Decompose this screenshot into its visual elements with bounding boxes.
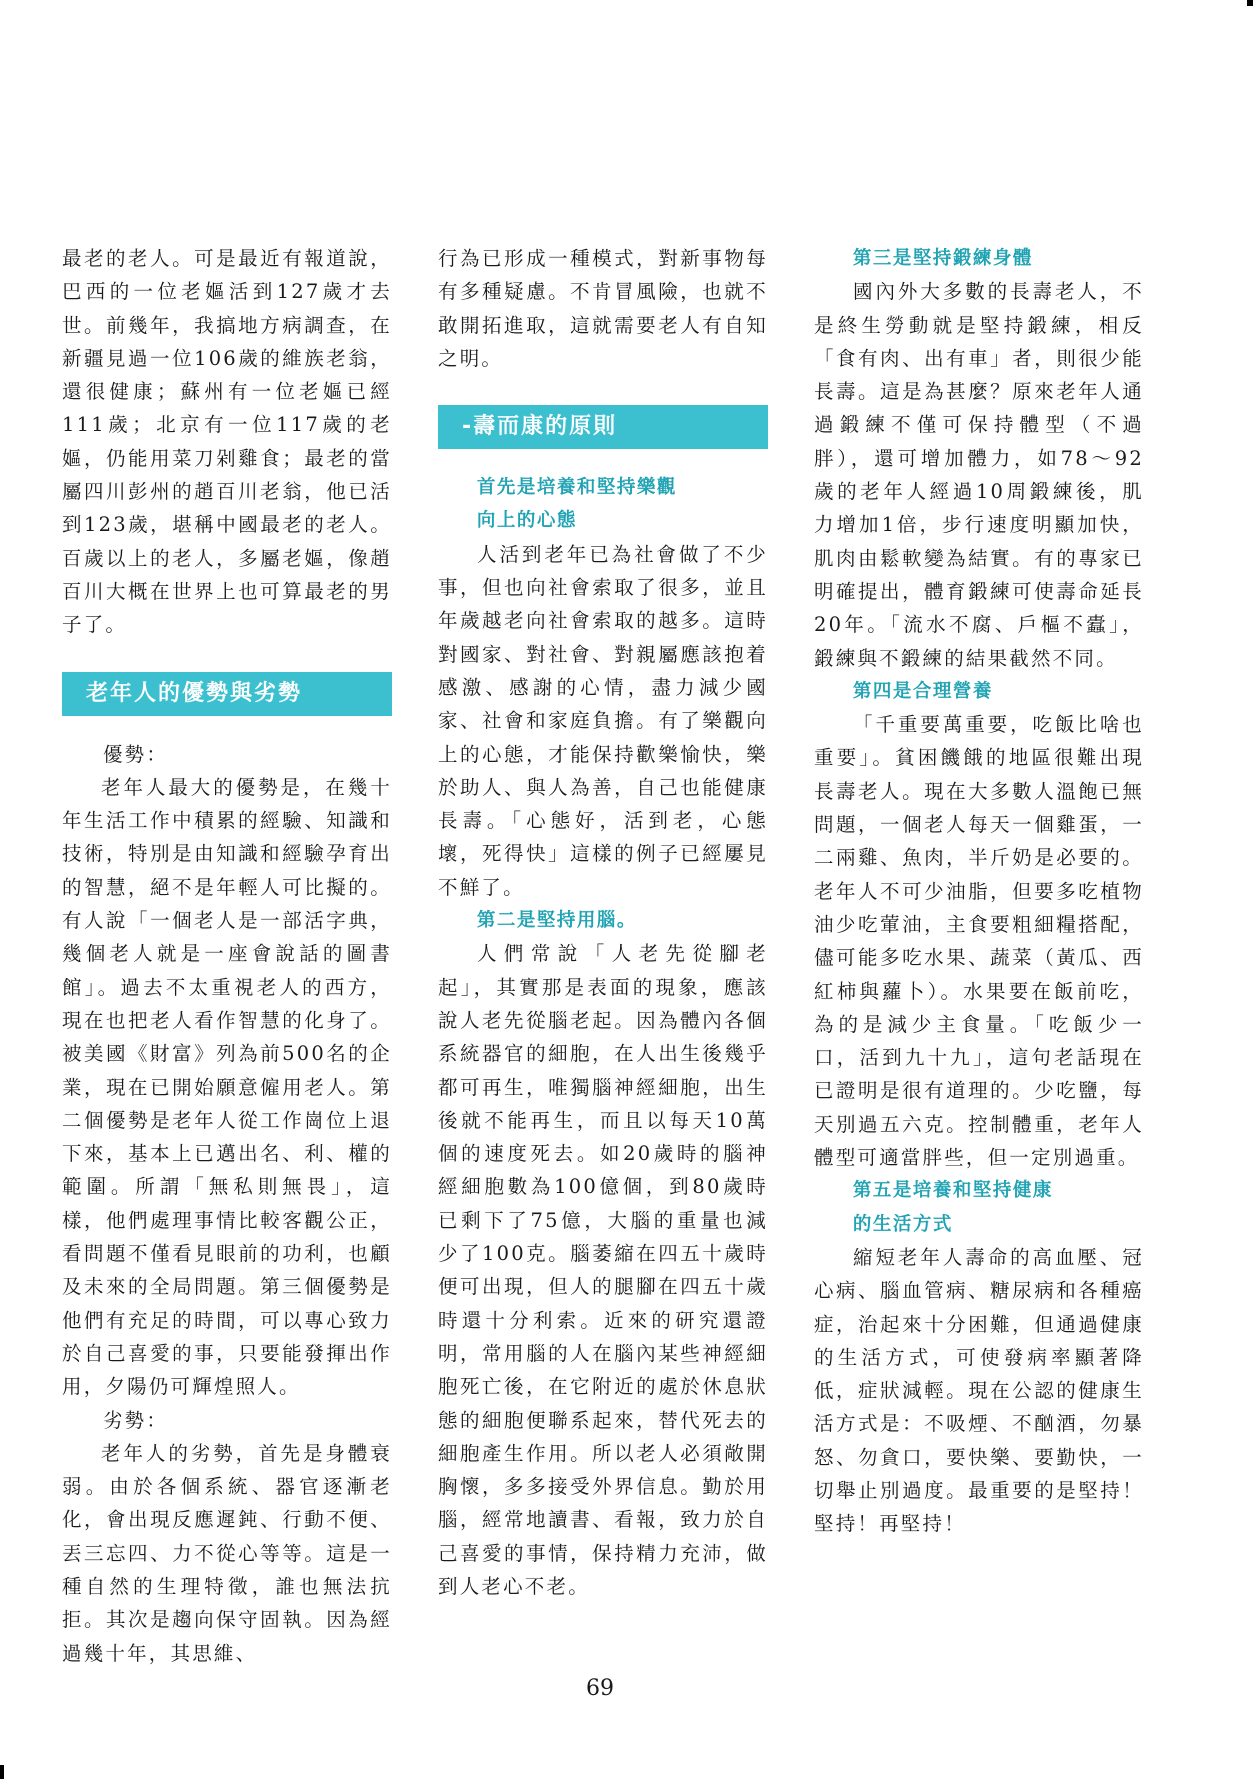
- principle-2-paragraph: 人們常說「人老先從腳老起」，其實那是表面的現象，應該說人老先從腦老起。因為體內各個系統器官的細胞，在人出生後幾乎都可再生，唯獨腦神經細胞，出生後就不能再生，而且以每天10萬個的速度死去。如20歲時的腦神經細胞數為100億個，到80歲時已剩下了75億，大腦的重量也減少了100克。腦萎縮在四五十歲時便可出現，但人的腿腳在四五十歲時還十分利索。近來的研究還證明，常用腦的人在腦內某些神經細胞死亡後，在它附近的處於休息狀態的細胞便聯系起來，替代死去的細胞產生作用。所以老人必須敞開胸懷，多多接受外界信息。勤於用腦，經常地讀書、看報，致力於自己喜愛的事情，保持精力充沛，做到人老心不老。: [438, 942, 768, 1598]
- principle-5-title-line1: 第五是培養和堅持健康: [852, 1180, 1053, 1202]
- advantage-paragraph: 老年人最大的優勢是，在幾十年生活工作中積累的經驗、知識和技術，特別是由知識和經驗孕育出的智慧，絕不是年輕人可比擬的。有人說「一個老人是一部活字典，幾個老人就是一座會說話的圖書館」。過去不太重視老人的西方，現在也把老人看作智慧的化身了。被美國《財富》列為前500名的企業，現在已開始願意僱用老人。第二個優勢是老年人從工作崗位上退下來，基本上已邁出名、利、權的範圍。所謂「無私則無畏」，這樣，他們處理事情比較客觀公正，看問題不僅看見眼前的功利，也顧及未來的全局問題。第三個優勢是他們有充足的時間，可以專心致力於自己喜愛的事，只要能發揮出作用，夕陽仍可輝煌照人。: [62, 775, 392, 1399]
- intro-paragraph: 最老的老人。可是最近有報道說，巴西的一位老嫗活到127歲才去世。前幾年，我搞地方病調查，在新疆見過一位106歲的維族老翁，還很健康；蘇州有一位老嫗已經111歲；北京有一位117歲的老嫗，仍能用菜刀剁雞食；最老的當屬四川彭州的趙百川老翁，他已活到123歲，堪稱中國最老的老人。百歲以上的老人，多屬老嫗，像趙百川大概在世界上也可算最老的男子了。: [62, 247, 392, 637]
- section-banner-strengths-weaknesses: 老年人的優勢與劣勢: [62, 672, 392, 716]
- principle-4-title: 第四是合理營養: [852, 680, 993, 702]
- continuation-paragraph: 行為已形成一種模式，對新事物每有多種疑慮。不肯冒風險，也就不敢開拓進取，這就需要老人有自知之明。: [438, 247, 768, 370]
- column-1: [62, 242, 392, 1670]
- section-banner-principles: -壽而康的原則: [438, 405, 768, 449]
- principle-3-paragraph: 國內外大多數的長壽老人，不是終生勞動就是堅持鍛練，相反「食有肉、出有車」者，則很少能長壽。這是為甚麼？原來老年人通過鍛練不僅可保持體型（不過胖），還可增加體力，如78～92歲的老年人經過10周鍛練後，肌力增加1倍，步行速度明顯加快，肌肉由鬆軟變為結實。有的專家已明確提出，體育鍛練可使壽命延長20年。「流水不腐、戶樞不蠹」，鍛練與不鍛練的結果截然不同。: [814, 280, 1144, 670]
- principle-1-paragraph: 人活到老年已為社會做了不少事，但也向社會索取了很多，並且年歲越老向社會索取的越多。這時對國家、對社會、對親屬應該抱着感激、感謝的心情，盡力減少國家、社會和家庭負擔。有了樂觀向上的心態，才能保持歡樂愉快，樂於助人、與人為善，自己也能健康長壽。「心態好，活到老，心態壞，死得快」這樣的例子已經屢見不鮮了。: [438, 542, 768, 899]
- principle-1-title-line2: 向上的心態: [476, 510, 577, 532]
- principle-1-title-line1: 首先是培養和堅持樂觀: [476, 477, 677, 499]
- column-2: [438, 242, 768, 1603]
- principle-5-title-line2: 的生活方式: [852, 1213, 953, 1235]
- principle-3-title: 第三是堅持鍛練身體: [852, 248, 1033, 269]
- scan-corner-mark-bottom: [0, 1765, 4, 1779]
- column-3: [814, 242, 1144, 1541]
- advantage-label: 優勢：: [102, 742, 169, 766]
- principle-4-paragraph: 「千重要萬重要，吃飯比啥也重要」。貧困饑餓的地區很難出現長壽老人。現在大多數人溫飽已無問題，一個老人每天一個雞蛋，一二兩雞、魚肉，半斤奶是必要的。老年人不可少油脂，但要多吃植物油少吃葷油，主食要粗細糧搭配，儘可能多吃水果、蔬菜（黃瓜、西紅柿與蘿卜）。水果要在飯前吃，為的是減少主食量。「吃飯少一口，活到九十九」，這句老話現在已證明是很有道理的。少吃鹽，每天別過五六克。控制體重，老年人體型可適當胖些，但一定別過重。: [814, 713, 1144, 1170]
- page-number: 69: [586, 1676, 614, 1701]
- disadvantage-label: 劣勢：: [102, 1408, 169, 1432]
- disadvantage-paragraph: 老年人的劣勢，首先是身體衰弱。由於各個系統、器官逐漸老化，會出現反應遲鈍、行動不便、丟三忘四、力不從心等等。這是一種自然的生理特徵，誰也無法抗拒。其次是趨向保守固執。因為經過幾十年，其思維、: [62, 1441, 392, 1665]
- principle-5-paragraph: 縮短老年人壽命的高血壓、冠心病、腦血管病、糖尿病和各種癌症，治起來十分困難，但通過健康的生活方式，可使發病率顯著降低，症狀減輕。現在公認的健康生活方式是：不吸煙、不酗酒，勿暴怒、勿貪口，要快樂、要勤快，一切舉止別過度。最重要的是堅持！堅持！再堅持！: [814, 1245, 1144, 1536]
- principle-2-title: 第二是堅持用腦。: [476, 910, 637, 932]
- scan-corner-mark: [1247, 0, 1253, 6]
